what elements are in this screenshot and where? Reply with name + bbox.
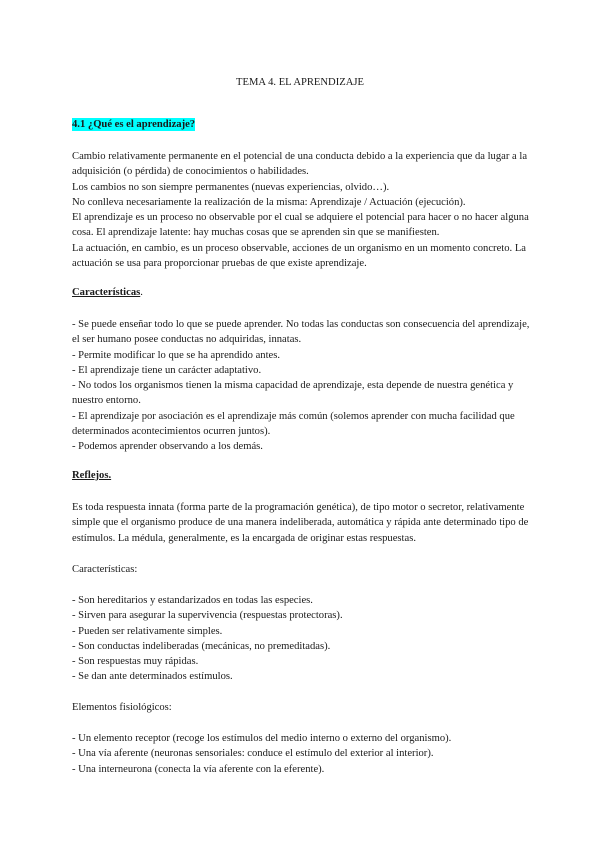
list-item: - Se puede enseñar todo lo que se puede aprender. No todas las conductas son consecuencia del aprendizaje, el ser humano posee conductas no adquiridas, innatas. [72, 319, 530, 346]
list-item: - El aprendizaje por asociación es el aprendizaje más común (solemos aprender con mucha facilidad que determinados acontecimientos ocurren juntos). [72, 410, 515, 438]
section-heading-text: 4.1 ¿Qué es el aprendizaje? [72, 119, 196, 130]
list-item: - El aprendizaje tiene un carácter adaptativo. [72, 364, 262, 376]
list-item: - Una vía aferente (neuronas sensoriales: conduce el estímulo del exterior al interior). [72, 748, 434, 760]
list-item: - Se dan ante determinados estímulos. [72, 671, 233, 683]
paragraph: Cambio relativamente permanente en el potencial de una conducta debido a la experiencia que da lugar a la adquisición (o pérdida) de conocimientos o habilidades. [72, 151, 528, 178]
label: Elementos fisiológicos: [72, 702, 172, 713]
section-heading [72, 117, 534, 132]
caracteristicas-heading [72, 285, 534, 300]
list-item: - No todos los organismos tienen la misma capacidad de aprendizaje, esta depende de nuestra genética y nuestro entorno. [72, 380, 514, 407]
paragraph: La actuación, en cambio, es un proceso observable, acciones de un organismo en un momento concreto. La actuación se usa para proporcionar pruebas de que existe aprendizaje. [72, 242, 526, 270]
elementos-label [72, 700, 534, 715]
paragraph: Es toda respuesta innata (forma parte de la programación genética), de tipo motor o secretor, relativamente simple que el organismo produce de una manera indeliberada, automática y rápida ante determinado tipo de estímulos. La médula, generalmente, es la encargada de originar estas respuestas. [72, 502, 529, 544]
list-item: - Son conductas indeliberadas (mecánicas, no premeditadas). [72, 640, 331, 652]
list-item: - Pueden ser relativamente simples. [72, 625, 223, 637]
document-title: TEMA 4. EL APRENDIZAJE [236, 77, 364, 88]
elementos-list [72, 731, 534, 777]
paragraph: No conlleva necesariamente la realización de la misma: Aprendizaje / Actuación (ejecución). [72, 196, 466, 208]
list-item: - Sirven para asegurar la supervivencia (respuestas protectoras). [72, 610, 343, 622]
reflejos-caracteristicas-label [72, 562, 534, 577]
reflejos-definition [72, 500, 534, 546]
list-item: - Podemos aprender observando a los demás. [72, 441, 263, 453]
paragraph: El aprendizaje es un proceso no observable por el cual se adquiere el potencial para hacer o no hacer alguna cosa. El aprendizaje latente: hay muchas cosas que se aprenden sin que se manifiesten. [72, 212, 529, 239]
caracteristicas-heading-suffix: . [140, 287, 143, 298]
reflejos-caracteristicas-list [72, 593, 534, 685]
reflejos-heading [72, 468, 534, 483]
label: Características: [72, 564, 138, 575]
caracteristicas-heading-text: Características [72, 287, 141, 298]
list-item: - Son respuestas muy rápidas. [72, 656, 199, 668]
list-item: - Son hereditarios y estandarizados en todas las especies. [72, 595, 313, 606]
definition-block [72, 149, 534, 271]
paragraph: Los cambios no son siempre permanentes (nuevas experiencias, olvido…). [72, 181, 390, 193]
list-item: - Una interneurona (conecta la vía aferente con la eferente). [72, 763, 325, 775]
list-item: - Permite modificar lo que se ha aprendido antes. [72, 349, 280, 361]
reflejos-heading-text: Reflejos. [72, 470, 112, 481]
list-item: - Un elemento receptor (recoge los estímulos del medio interno o externo del organismo). [72, 733, 452, 744]
caracteristicas-list [72, 317, 534, 455]
